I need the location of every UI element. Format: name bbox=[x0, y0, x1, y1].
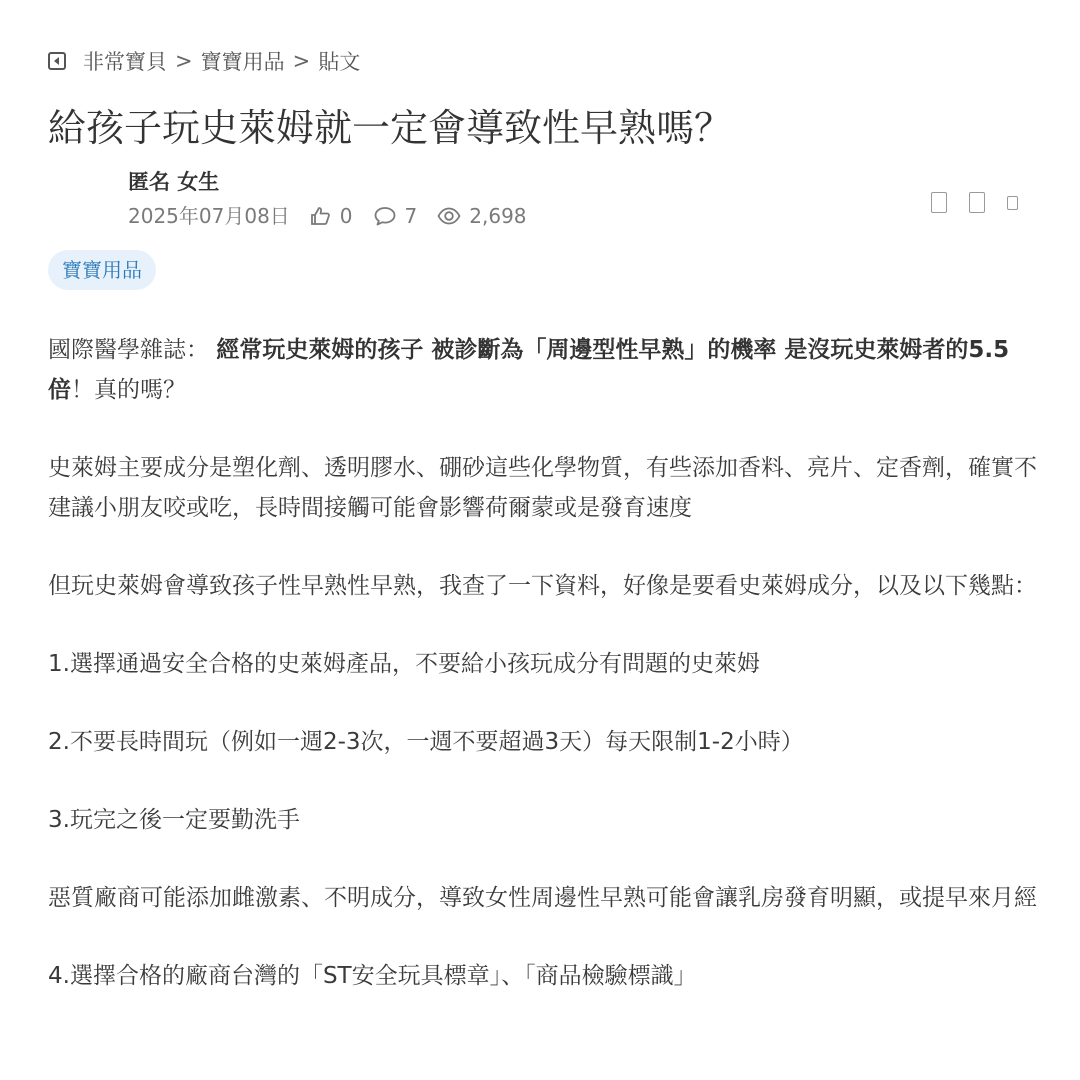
category-tag[interactable]: 寶寶用品 bbox=[48, 250, 156, 290]
post-title: 給孩子玩史萊姆就一定會導致性早熟嗎？ bbox=[48, 106, 733, 150]
view-count bbox=[437, 202, 526, 230]
post-date: 2025年07月08日 bbox=[128, 204, 290, 228]
paragraph-1 bbox=[48, 330, 1038, 410]
comment-count[interactable] bbox=[373, 202, 418, 230]
share-icon[interactable] bbox=[969, 192, 985, 213]
paragraph-6: 3.玩完之後一定要勤洗手 bbox=[48, 807, 300, 833]
post-content bbox=[48, 330, 1038, 1034]
paragraph-7: 惡質廠商可能添加雌激素、不明成分，導致女性周邊性早熟可能會讓乳房發育明顯，或提早來月經 bbox=[48, 885, 1037, 911]
like-count-value: 0 bbox=[339, 204, 353, 228]
post-actions bbox=[909, 192, 1018, 213]
breadcrumb-separator: > bbox=[292, 49, 311, 73]
paragraph-1-highlight: 經常玩史萊姆的孩子 被診斷為「周邊型性早熟」的機率 是沒玩史萊姆者的5.5 倍 bbox=[48, 337, 1010, 403]
post-meta bbox=[128, 202, 547, 230]
view-count-value: 2,698 bbox=[469, 204, 527, 228]
more-options-icon[interactable] bbox=[1007, 196, 1018, 210]
breadcrumb-item-current: 貼文 bbox=[318, 50, 361, 74]
comment-bubble-icon bbox=[373, 206, 397, 226]
like-count[interactable] bbox=[310, 202, 353, 230]
breadcrumb bbox=[48, 46, 360, 76]
breadcrumb-item-forum[interactable]: 非常寶貝 bbox=[83, 50, 167, 74]
comment-count-value: 7 bbox=[404, 204, 418, 228]
paragraph-2: 史萊姆主要成分是塑化劑、透明膠水、硼砂這些化學物質，有些添加香料、亮片、定香劑，確實不建議小朋友咬或吃，長時間接觸可能會影響荷爾蒙或是發育速度 bbox=[48, 455, 1037, 521]
author-name[interactable]: 匿名 女生 bbox=[128, 170, 220, 194]
paragraph-5: 2.不要長時間玩（例如一週2-3次，一週不要超過3天）每天限制1-2小時） bbox=[48, 729, 804, 755]
paragraph-1-prefix: 國際醫學雜誌： bbox=[48, 337, 209, 363]
bookmark-icon[interactable] bbox=[931, 192, 947, 213]
paragraph-1-suffix: ！真的嗎？ bbox=[71, 377, 186, 403]
paragraph-8: 4.選擇合格的廠商台灣的「ST安全玩具標章」、「商品檢驗標識」 bbox=[48, 963, 697, 989]
breadcrumb-separator: > bbox=[175, 49, 193, 73]
eye-icon bbox=[437, 207, 461, 225]
paragraph-3: 但玩史萊姆會導致孩子性早熟性早熟，我查了一下資料，好像是要看史萊姆成分，以及以下幾點： bbox=[48, 573, 1037, 599]
paragraph-4: 1.選擇通過安全合格的史萊姆產品，不要給小孩玩成分有問題的史萊姆 bbox=[48, 651, 760, 677]
back-arrow-icon[interactable] bbox=[48, 52, 66, 70]
thumbs-up-icon bbox=[310, 206, 332, 226]
breadcrumb-item-category[interactable]: 寶寶用品 bbox=[200, 50, 285, 74]
